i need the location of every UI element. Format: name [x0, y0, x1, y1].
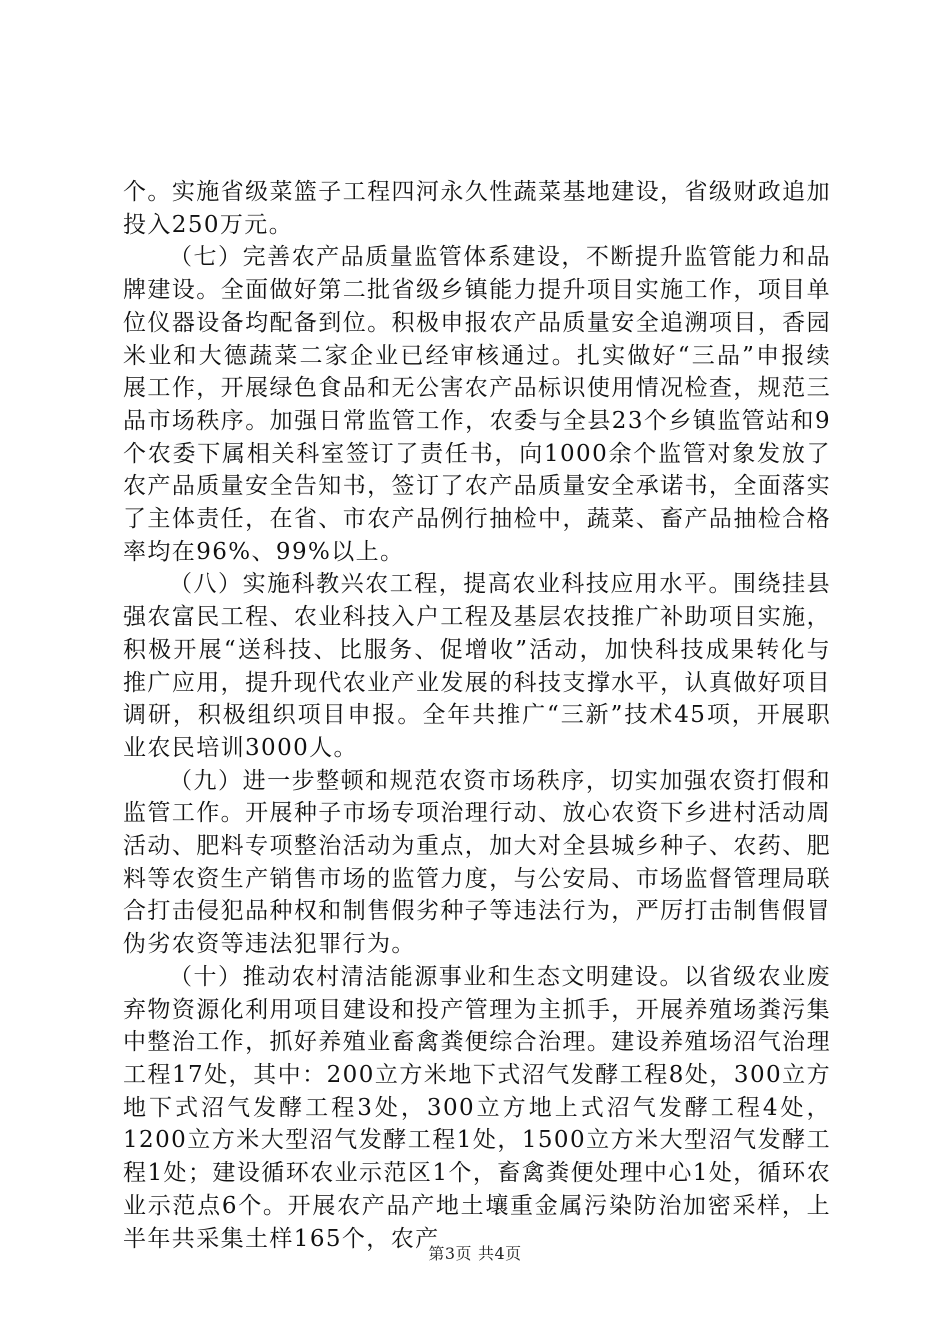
document-body — [123, 176, 831, 1255]
paragraph-section-7: （七）完善农产品质量监管体系建设，不断提升监管能力和品牌建设。全面做好第二批省级乡镇能力提升项目实施工作，项目单位仪器设备均配备到位。积极申报农产品质量安全追溯项目，香园米业和大德蔬菜二家企业已经审核通过。扎实做好“三品”申报续展工作，开展绿色食品和无公害农产品标识使用情况检查，规范三品市场秩序。加强日常监管工作，农委与全县23个乡镇监管站和9个农委下属相关科室签订了责任书，向1000余个监管对象发放了农产品质量安全告知书，签订了农产品质量安全承诺书，全面落实了主体责任，在省、市农产品例行抽检中，蔬菜、畜产品抽检合格率均在96%、99%以上。 — [123, 244, 831, 565]
page-footer — [0, 1244, 950, 1264]
paragraph-section-10: （十）推动农村清洁能源事业和生态文明建设。以省级农业废弃物资源化利用项目建设和投产管理为主抓手，开展养殖场粪污集中整治工作，抓好养殖业畜禽粪便综合治理。建设养殖场沼气治理工程17处，其中：200立方米地下式沼气发酵工程8处，300立方地下式沼气发酵工程3处，300立方地上式沼气发酵工程4处，1200立方米大型沼气发酵工程1处，1500立方米大型沼气发酵工程1处；建设循环农业示范区1个，畜禽粪便处理中心1处，循环农业示范点6个。开展农产品产地土壤重金属污染防治加密采样，上半年共采集土样165个，农产 — [123, 963, 831, 1252]
paragraph-section-8: （八）实施科教兴农工程，提高农业科技应用水平。围绕挂县强农富民工程、农业科技入户工程及基层农技推广补助项目实施，积极开展“送科技、比服务、促增收”活动，加快科技成果转化与推广应用，提升现代农业产业发展的科技支撑水平，认真做好项目调研，积极组织项目申报。全年共推广“三新”技术45项，开展职业农民培训3000人。 — [123, 571, 831, 761]
paragraph-continuation: 个。实施省级菜篮子工程四河永久性蔬菜基地建设，省级财政追加投入250万元。 — [123, 179, 831, 238]
page-number: 第3页 — [428, 1244, 472, 1263]
paragraph-section-9: （九）进一步整顿和规范农资市场秩序，切实加强农资打假和监管工作。开展种子市场专项治理行动、放心农资下乡进村活动周活动、肥料专项整治活动为重点，加大对全县城乡种子、农药、肥料等农资生产销售市场的监管力度，与公安局、市场监督管理局联合打击侵犯品种权和制售假劣种子等违法行为，严厉打击制售假冒伪劣农资等违法犯罪行为。 — [123, 767, 831, 958]
page-total: 共4页 — [478, 1244, 522, 1263]
